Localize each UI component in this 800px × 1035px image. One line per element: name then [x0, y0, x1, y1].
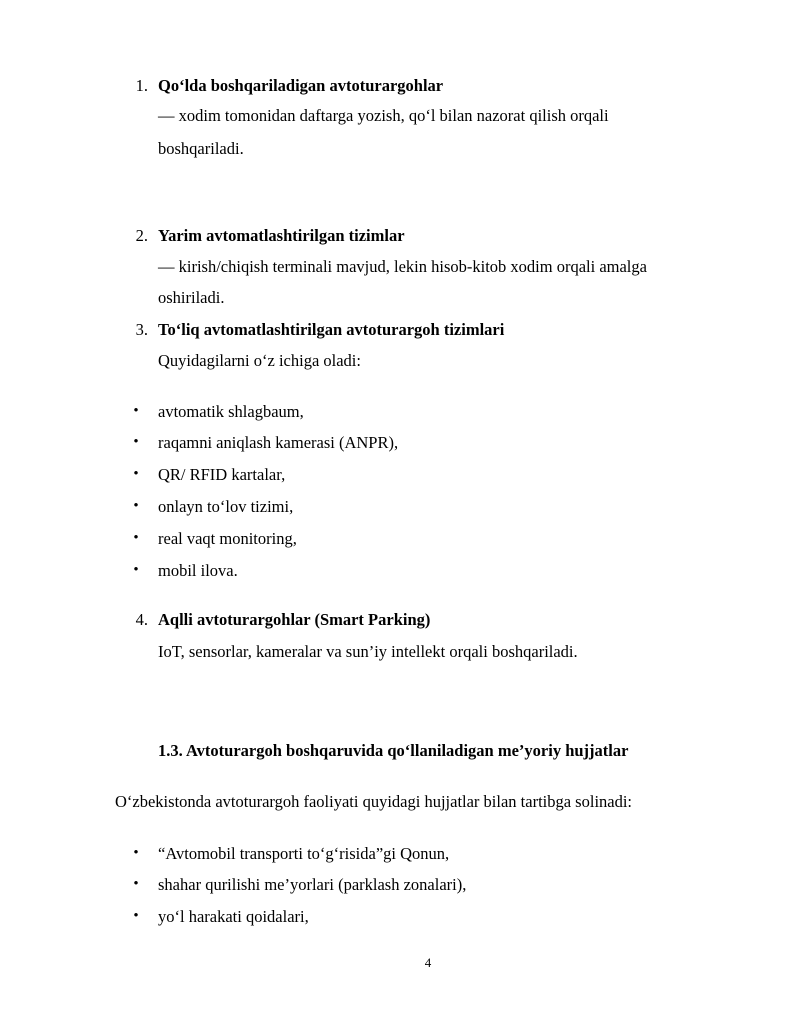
list-number-3: 3. — [135, 320, 148, 339]
bullet-icon: • — [133, 908, 139, 924]
item-4-description: IoT, sensorlar, kameralar va sun’iy intellekt orqali boshqariladi. — [158, 642, 578, 661]
feature-item: onlayn to‘lov tizimi, — [158, 497, 294, 516]
item-2-description-line1: — kirish/chiqish terminali mavjud, lekin hisob-kitob xodim orqali amalga — [158, 257, 647, 276]
feature-item: mobil ilova. — [158, 561, 238, 580]
bullet-icon: • — [133, 562, 139, 578]
document-item: yo‘l harakati qoidalari, — [158, 907, 309, 926]
item-2-description-line2: oshiriladi. — [158, 288, 225, 307]
feature-item: real vaqt monitoring, — [158, 529, 297, 548]
bullet-icon: • — [133, 845, 139, 861]
bullet-icon: • — [133, 466, 139, 482]
item-1-title: Qo‘lda boshqariladigan avtoturargohlar — [158, 76, 444, 95]
item-4-title: Aqlli avtoturargohlar (Smart Parking) — [158, 610, 431, 629]
list-number-1: 1. — [135, 76, 148, 95]
list-number-2: 2. — [135, 226, 148, 245]
intro-paragraph: O‘zbekistonda avtoturargoh faoliyati quyidagi hujjatlar bilan tartibga solinadi: — [115, 792, 633, 811]
feature-item: raqamni aniqlash kamerasi (ANPR), — [158, 433, 399, 452]
feature-item: avtomatik shlagbaum, — [158, 402, 304, 421]
bullet-icon: • — [133, 498, 139, 514]
item-2-title: Yarim avtomatlashtirilgan tizimlar — [158, 226, 405, 245]
document-item: “Avtomobil transporti to‘g‘risida”gi Qonun, — [158, 844, 450, 863]
section-heading: 1.3. Avtoturargoh boshqaruvida qo‘llaniladigan me’yoriy hujjatlar — [158, 741, 629, 760]
feature-item: QR/ RFID kartalar, — [158, 465, 286, 484]
bullet-icon: • — [133, 530, 139, 546]
page-number: 4 — [424, 955, 432, 970]
bullet-icon: • — [133, 403, 139, 419]
item-3-title: To‘liq avtomatlashtirilgan avtoturargoh tizimlari — [158, 320, 505, 339]
bullet-icon: • — [133, 876, 139, 892]
item-3-description: Quyidagilarni o‘z ichiga oladi: — [158, 351, 361, 370]
list-number-4: 4. — [135, 610, 148, 629]
document-item: shahar qurilishi me’yorlari (parklash zonalari), — [158, 875, 467, 894]
bullet-icon: • — [133, 434, 139, 450]
item-1-description-line1: — xodim tomonidan daftarga yozish, qo‘l bilan nazorat qilish orqali — [158, 106, 609, 125]
item-1-description-line2: boshqariladi. — [158, 139, 244, 158]
